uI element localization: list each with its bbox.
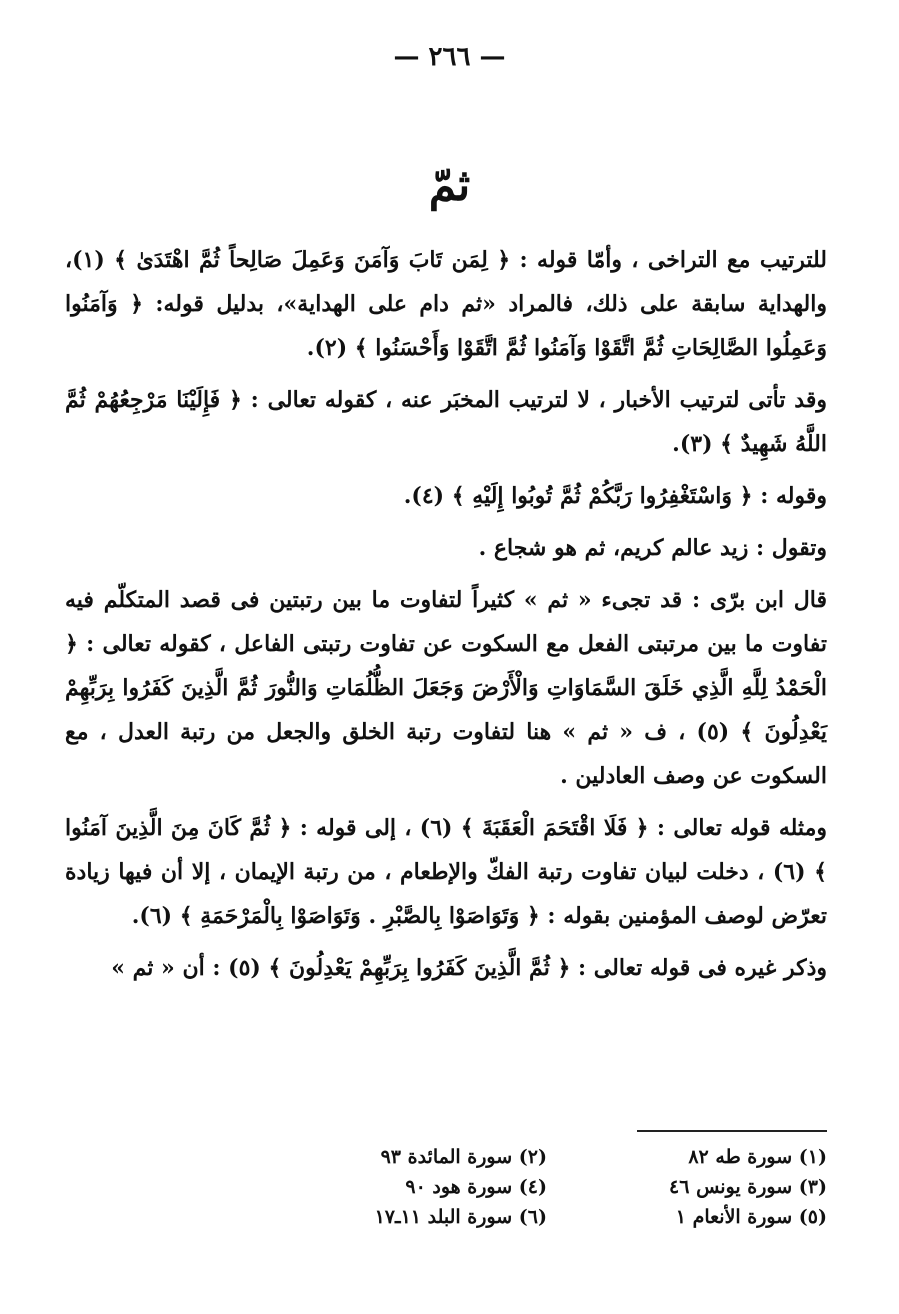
paragraph-1: للترتيب مع التراخى ، وأمّا قوله : ﴿ لِمَن تَابَ وَآمَنَ وَعَمِلَ صَالِحاً ثُمَّ اهْتَدَىٰ ﴾ (١)، والهداية سابقة على ذلك، فالمراد «ثم دام على الهداية»، بدليل قوله: ﴿ وَآمَنُوا وَعَمِلُوا الصَّالِحَاتِ ثُمَّ اتَّقَوْا وَآمَنُوا ثُمَّ اتَّقَوْا وَأَحْسَنُوا ﴾ (٢).	[65, 247, 827, 361]
footnote-2: (٢) سورة المائدة ٩٣	[380, 1146, 547, 1168]
footnote-6: (٦) سورة البلد ١١ـ١٧	[374, 1206, 547, 1228]
footnote-5: (٥) سورة الأنعام ١	[675, 1206, 827, 1228]
footnote-1: (١) سورة طه ٨٢	[688, 1146, 827, 1168]
paragraph-7: وذكر غيره فى قوله تعالى : ﴿ ثُمَّ الَّذِينَ كَفَرُوا بِرَبِّهِمْ يَعْدِلُونَ ﴾ (٥) : أن « ثم »	[111, 955, 827, 981]
paragraph-5: قال ابن برّى : قد تجىء « ثم » كثيراً لتفاوت ما بين رتبتين فى قصد المتكلّم فيه تفاوت ما بين مرتبتى الفعل مع السكوت عن تفاوت رتبتى الفاعل ، كقوله تعالى : ﴿ الْحَمْدُ لِلَّهِ الَّذِي خَلَقَ السَّمَاوَاتِ وَالْأَرْضَ وَجَعَلَ الظُّلُمَاتِ وَالنُّورَ ثُمَّ الَّذِينَ كَفَرُوا بِرَبِّهِمْ يَعْدِلُونَ ﴾ (٥) ، ف « ثم » هنا لتفاوت رتبة الخلق والجعل من رتبة العدل ، مع السكوت عن وصف العادلين .	[65, 587, 827, 789]
page-number: — ٢٦٦ —	[393, 42, 506, 72]
footnote-row	[287, 1172, 827, 1202]
body-text	[65, 238, 827, 998]
footnote-divider	[637, 1130, 827, 1132]
paragraph-6: ومثله قوله تعالى : ﴿ فَلَا اقْتَحَمَ الْعَقَبَةَ ﴾ (٦) ، إلى قوله : ﴿ ثُمَّ كَانَ مِنَ الَّذِينَ آمَنُوا ﴾ (٦) ، دخلت لبيان تفاوت رتبة الفكّ والإطعام ، من رتبة الإيمان ، إلا أن فيها زيادة تعرّض لوصف المؤمنين بقوله : ﴿ وَتَوَاصَوْا بِالصَّبْرِ . وَتَوَاصَوْا بِالْمَرْحَمَةِ ﴾ (٦).	[65, 815, 827, 929]
paragraph-4: وتقول : زيد عالم كريم، ثم هو شجاع .	[478, 535, 827, 561]
paragraph-3: وقوله : ﴿ وَاسْتَغْفِرُوا رَبَّكُمْ ثُمَّ تُوبُوا إِلَيْهِ ﴾ (٤).	[403, 483, 827, 509]
footnote-3: (٣) سورة يونس ٤٦	[669, 1176, 827, 1198]
footnotes	[287, 1142, 827, 1232]
footnote-row	[287, 1142, 827, 1172]
paragraph-2: وقد تأتى لترتيب الأخبار ، لا لترتيب المخبَر عنه ، كقوله تعالى : ﴿ فَإِلَيْنَا مَرْجِعُهُمْ ثُمَّ اللَّهُ شَهِيدٌ ﴾ (٣).	[65, 387, 827, 457]
section-heading: ثمّ	[428, 160, 471, 211]
footnote-row	[287, 1202, 827, 1232]
footnote-4: (٤) سورة هود ٩٠	[405, 1176, 547, 1198]
